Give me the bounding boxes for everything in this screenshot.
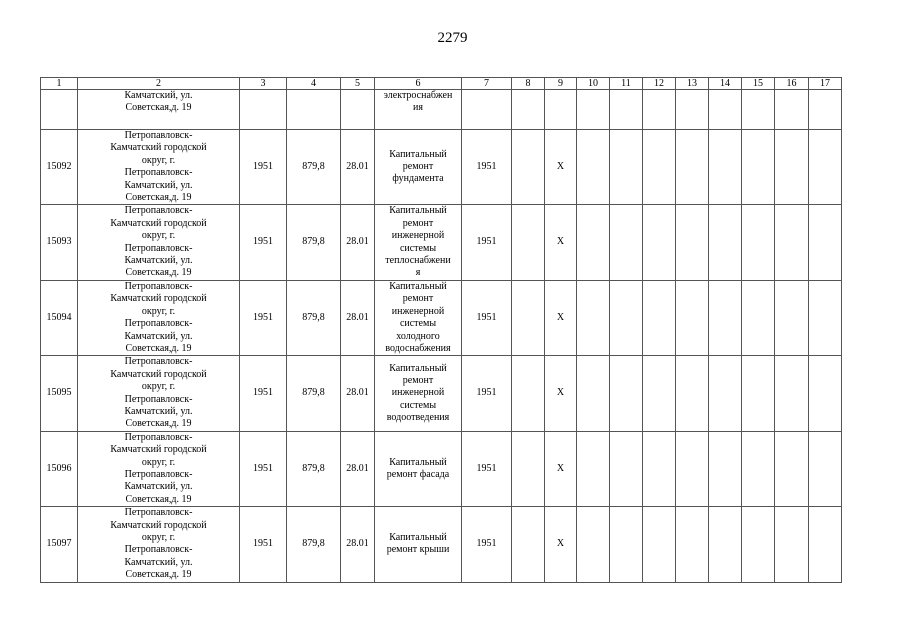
year-cell: 1951 <box>240 205 287 280</box>
work-type-cell: Капитальный ремонт фундамента <box>375 130 462 205</box>
area-cell: 879,8 <box>287 431 341 506</box>
column-header: 17 <box>809 78 842 90</box>
area-cell: 879,8 <box>287 130 341 205</box>
empty-cell <box>643 130 676 205</box>
planned-year-cell: 1951 <box>462 280 512 355</box>
row-id-cell: 15093 <box>41 205 78 280</box>
mark-cell: X <box>545 431 577 506</box>
empty-cell <box>742 431 775 506</box>
work-type-cell: Капитальный ремонт фасада <box>375 431 462 506</box>
column-header: 4 <box>287 78 341 90</box>
empty-cell <box>709 280 742 355</box>
year-cell: 1951 <box>240 356 287 431</box>
empty-cell <box>577 431 610 506</box>
year-cell: 1951 <box>240 431 287 506</box>
address-cell: Петропавловск- Камчатский городской округ, г. Петропавловск- Камчатский, ул. Советская,д. 19 <box>78 205 240 280</box>
empty-cell <box>742 205 775 280</box>
column-header: 14 <box>709 78 742 90</box>
row-id-cell: 15092 <box>41 130 78 205</box>
empty-cell <box>643 356 676 431</box>
column-header: 11 <box>610 78 643 90</box>
empty-cell <box>512 130 545 205</box>
empty-cell <box>577 356 610 431</box>
planned-year-cell: 1951 <box>462 130 512 205</box>
empty-cell <box>676 205 709 280</box>
empty-cell <box>809 507 842 582</box>
page-number: 2279 <box>437 30 468 46</box>
empty-cell <box>809 130 842 205</box>
area-cell: 879,8 <box>287 507 341 582</box>
empty-cell <box>577 507 610 582</box>
empty-cell <box>643 431 676 506</box>
address-cell: Петропавловск- Камчатский городской округ, г. Петропавловск- Камчатский, ул. Советская,д. 19 <box>78 130 240 205</box>
empty-cell <box>809 356 842 431</box>
empty-cell <box>809 431 842 506</box>
empty-cell <box>610 205 643 280</box>
empty-cell <box>709 356 742 431</box>
row-id-cell: 15096 <box>41 431 78 506</box>
empty-cell <box>643 280 676 355</box>
empty-cell <box>775 130 809 205</box>
column-header: 16 <box>775 78 809 90</box>
mark-cell: X <box>545 507 577 582</box>
column-header: 3 <box>240 78 287 90</box>
code-cell: 28.01 <box>341 507 375 582</box>
empty-cell <box>577 205 610 280</box>
empty-cell <box>676 431 709 506</box>
year-cell: 1951 <box>240 130 287 205</box>
row-id-cell: 15097 <box>41 507 78 582</box>
code-cell: 28.01 <box>341 205 375 280</box>
empty-cell <box>610 356 643 431</box>
empty-cell <box>610 507 643 582</box>
mark-cell: X <box>545 130 577 205</box>
empty-cell <box>610 280 643 355</box>
address-cell: Петропавловск- Камчатский городской округ, г. Петропавловск- Камчатский, ул. Советская,д. 19 <box>78 431 240 506</box>
work-type-cell: Капитальный ремонт инженерной системы холодного водоснабжения <box>375 280 462 355</box>
column-header: 8 <box>512 78 545 90</box>
empty-cell <box>809 205 842 280</box>
empty-cell <box>742 507 775 582</box>
address-cell: Петропавловск- Камчатский городской округ, г. Петропавловск- Камчатский, ул. Советская,д. 19 <box>78 356 240 431</box>
empty-cell <box>742 130 775 205</box>
year-cell: 1951 <box>240 280 287 355</box>
empty-cell <box>577 130 610 205</box>
planned-year-cell: 1951 <box>462 431 512 506</box>
planned-year-cell: 1951 <box>462 356 512 431</box>
row-id-cell: 15094 <box>41 280 78 355</box>
area-cell: 879,8 <box>287 205 341 280</box>
empty-cell <box>512 280 545 355</box>
empty-cell <box>709 205 742 280</box>
empty-cell <box>676 356 709 431</box>
address-cell: Камчатский, ул. Советская,д. 19 <box>78 90 240 130</box>
empty-cell <box>512 205 545 280</box>
work-type-cell: Капитальный ремонт крыши <box>375 507 462 582</box>
empty-cell <box>775 507 809 582</box>
code-cell: 28.01 <box>341 130 375 205</box>
planned-year-cell: 1951 <box>462 507 512 582</box>
work-type-cell: Капитальный ремонт инженерной системы водоотведения <box>375 356 462 431</box>
empty-cell <box>775 205 809 280</box>
work-type-cell: Капитальный ремонт инженерной системы теплоснабжени я <box>375 205 462 280</box>
code-cell: 28.01 <box>341 431 375 506</box>
empty-cell <box>643 205 676 280</box>
code-cell: 28.01 <box>341 280 375 355</box>
column-header: 12 <box>643 78 676 90</box>
empty-cell <box>676 280 709 355</box>
empty-cell <box>610 431 643 506</box>
column-header: 2 <box>78 78 240 90</box>
address-cell: Петропавловск- Камчатский городской округ, г. Петропавловск- Камчатский, ул. Советская,д. 19 <box>78 280 240 355</box>
empty-cell <box>742 280 775 355</box>
empty-cell <box>676 507 709 582</box>
work-type-cell: электроснабжен ия <box>375 90 462 130</box>
year-cell: 1951 <box>240 507 287 582</box>
column-header: 10 <box>577 78 610 90</box>
empty-cell <box>577 280 610 355</box>
empty-cell <box>809 280 842 355</box>
empty-cell <box>610 130 643 205</box>
mark-cell: X <box>545 280 577 355</box>
table-row <box>41 431 842 506</box>
row-id-cell: 15095 <box>41 356 78 431</box>
mark-cell: X <box>545 356 577 431</box>
empty-cell <box>512 356 545 431</box>
column-header: 6 <box>375 78 462 90</box>
empty-cell <box>643 507 676 582</box>
area-cell: 879,8 <box>287 280 341 355</box>
continuation-row <box>41 90 842 130</box>
empty-cell <box>676 130 709 205</box>
table-row <box>41 205 842 280</box>
table-row <box>41 280 842 355</box>
table-row <box>41 356 842 431</box>
header-row <box>41 78 842 90</box>
empty-cell <box>709 507 742 582</box>
empty-cell <box>512 431 545 506</box>
table-row <box>41 130 842 205</box>
code-cell: 28.01 <box>341 356 375 431</box>
empty-cell <box>512 507 545 582</box>
column-header: 15 <box>742 78 775 90</box>
mark-cell: X <box>545 205 577 280</box>
repair-schedule-table <box>40 77 842 583</box>
empty-cell <box>742 356 775 431</box>
empty-cell <box>775 280 809 355</box>
empty-cell <box>775 431 809 506</box>
column-header: 9 <box>545 78 577 90</box>
column-header: 1 <box>41 78 78 90</box>
empty-cell <box>709 431 742 506</box>
column-header: 7 <box>462 78 512 90</box>
address-cell: Петропавловск- Камчатский городской округ, г. Петропавловск- Камчатский, ул. Советская,д. 19 <box>78 507 240 582</box>
table-row <box>41 507 842 582</box>
column-header: 5 <box>341 78 375 90</box>
area-cell: 879,8 <box>287 356 341 431</box>
planned-year-cell: 1951 <box>462 205 512 280</box>
column-header: 13 <box>676 78 709 90</box>
empty-cell <box>709 130 742 205</box>
empty-cell <box>775 356 809 431</box>
